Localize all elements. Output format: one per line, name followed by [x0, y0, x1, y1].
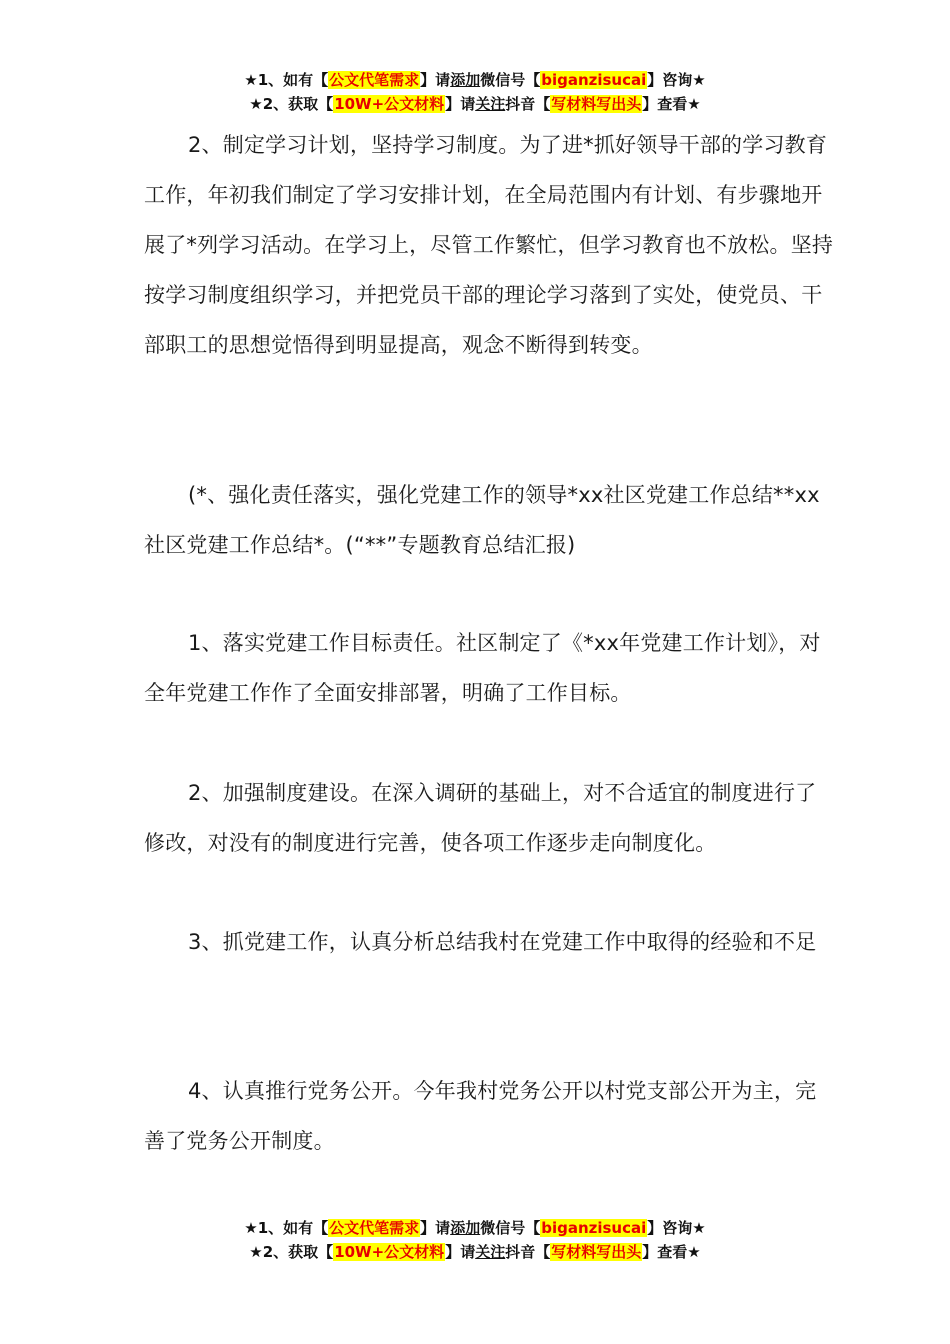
body-paragraph-responsibility-heading: (*、强化责任落实，强化党建工作的领导*xx社区党建工作总结**xx社区党建工作总结*。(“**”专题教育总结汇报): [144, 483, 820, 557]
banner-highlight-service: 公文代笔需求: [329, 1219, 420, 1237]
banner-emphasis-follow: 关注: [475, 1243, 506, 1261]
banner-line-1: [0, 1216, 950, 1240]
banner-text: ★2、获取【: [249, 95, 334, 113]
banner-text: 】咨询★: [647, 1219, 706, 1237]
banner-line-2: [0, 92, 950, 116]
banner-text: 】请: [445, 95, 476, 113]
header-banner: [0, 68, 950, 116]
body-paragraph-study-plan: 2、制定学习计划，坚持学习制度。为了进*抓好领导干部的学习教育工作，年初我们制定了学习安排计划，在全局范围内有计划、有步骤地开展了*列学习活动。在学习上，尽管工作繁忙，但学习教育也不放松。坚持按学习制度组织学习，并把党员干部的理论学习落到了实处，使党员、干部职工的思想觉悟得到明显提高，观念不断得到转变。: [144, 133, 834, 357]
banner-emphasis-follow: 关注: [475, 95, 506, 113]
banner-highlight-douyin: 写材料写出头: [551, 95, 642, 113]
body-paragraph-party-affairs-disclosure: 4、认真推行党务公开。今年我村党务公开以村党支部公开为主，完善了党务公开制度。: [144, 1079, 817, 1153]
banner-highlight-wechat-id: biganzisucai: [541, 71, 647, 89]
banner-text: ★1、如有【: [244, 1219, 329, 1237]
banner-text: 】咨询★: [647, 71, 706, 89]
banner-line-1: [0, 68, 950, 92]
banner-highlight-wechat-id: biganzisucai: [541, 1219, 647, 1237]
banner-text: ★1、如有【: [244, 71, 329, 89]
body-paragraph-target-responsibility: 1、落实党建工作目标责任。社区制定了《*xx年党建工作计划》，对全年党建工作作了全面安排部署，明确了工作目标。: [144, 631, 821, 705]
banner-highlight-materials: 10W+公文材料: [334, 95, 445, 113]
banner-emphasis-add: 添加: [450, 71, 481, 89]
body-paragraph-party-building: 3、抓党建工作，认真分析总结我村在党建工作中取得的经验和不足: [188, 930, 817, 954]
banner-text: ★2、获取【: [249, 1243, 334, 1261]
body-paragraph-system-building: 2、加强制度建设。在深入调研的基础上，对不合适宜的制度进行了修改，对没有的制度进行完善，使各项工作逐步走向制度化。: [144, 781, 817, 855]
banner-highlight-service: 公文代笔需求: [329, 71, 420, 89]
banner-emphasis-add: 添加: [450, 1219, 481, 1237]
banner-highlight-materials: 10W+公文材料: [334, 1243, 445, 1261]
banner-line-2: [0, 1240, 950, 1264]
banner-text: 】查看★: [642, 95, 701, 113]
banner-text: 抖音【: [505, 95, 551, 113]
banner-text: 】请: [420, 71, 451, 89]
banner-text: 】请: [420, 1219, 451, 1237]
banner-text: 微信号【: [480, 71, 541, 89]
banner-text: 】请: [445, 1243, 476, 1261]
banner-highlight-douyin: 写材料写出头: [551, 1243, 642, 1261]
banner-text: 抖音【: [505, 1243, 551, 1261]
footer-banner: [0, 1216, 950, 1264]
banner-text: 】查看★: [642, 1243, 701, 1261]
banner-text: 微信号【: [480, 1219, 541, 1237]
